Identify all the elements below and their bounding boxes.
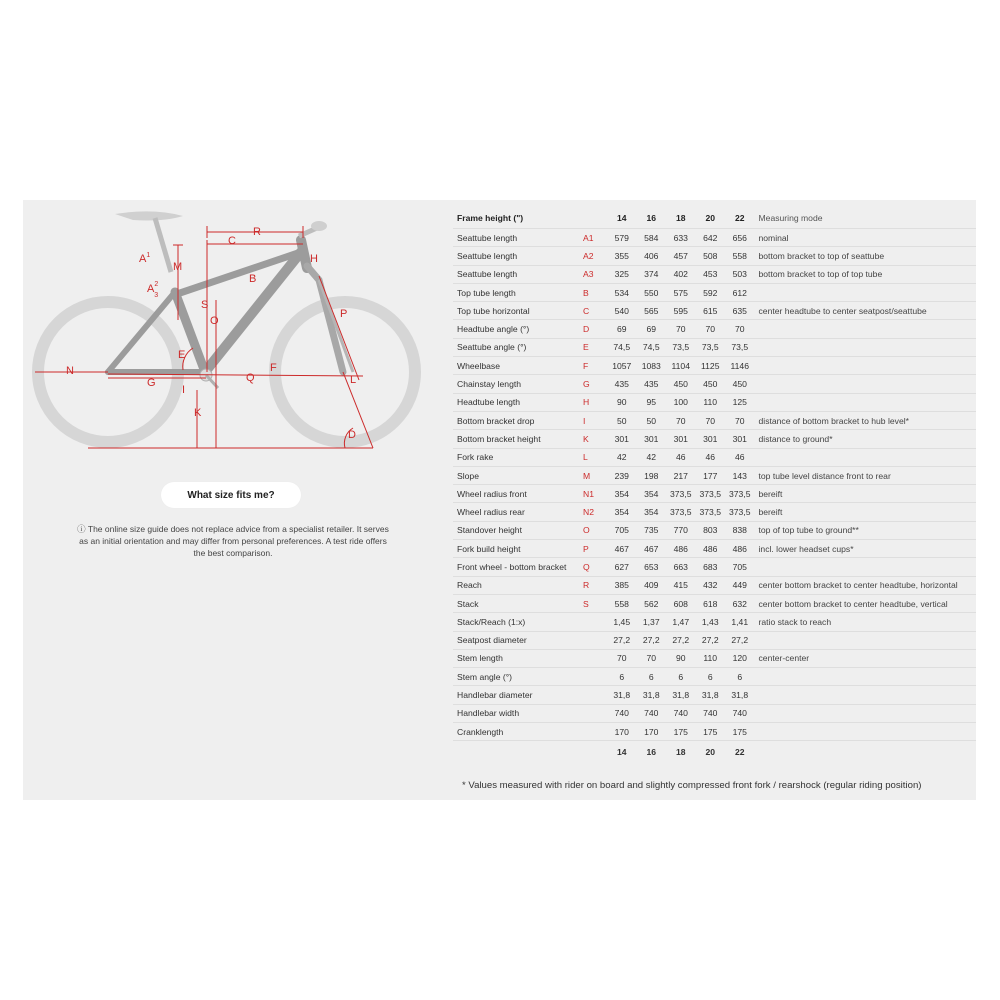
row-value: 175: [725, 723, 755, 741]
row-value: 457: [666, 247, 696, 265]
row-value: 301: [607, 430, 637, 448]
row-code: H: [583, 393, 607, 411]
row-value: 73,5: [725, 338, 755, 356]
row-label: Seattube length: [453, 229, 583, 247]
row-value: 374: [637, 265, 667, 283]
row-value: 354: [607, 503, 637, 521]
row-note: [755, 357, 977, 375]
row-value: 612: [725, 283, 755, 301]
row-code: G: [583, 375, 607, 393]
row-value: 503: [725, 265, 755, 283]
table-row: [453, 668, 976, 686]
row-value: 354: [637, 503, 667, 521]
row-value: 301: [666, 430, 696, 448]
row-value: 373,5: [725, 503, 755, 521]
row-value: 632: [725, 594, 755, 612]
row-note: [755, 558, 977, 576]
row-value: 683: [696, 558, 726, 576]
row-value: 592: [696, 283, 726, 301]
row-value: 486: [696, 540, 726, 558]
table-row: [453, 283, 976, 301]
table-row: [453, 229, 976, 247]
row-code: P: [583, 540, 607, 558]
table-row: [453, 430, 976, 448]
table-row: [453, 649, 976, 667]
table-row: [453, 686, 976, 704]
row-note: center headtube to center seatpost/seattube: [755, 302, 977, 320]
row-value: 42: [637, 448, 667, 466]
table-row: [453, 540, 976, 558]
row-value: 627: [607, 558, 637, 576]
row-note: center bottom bracket to center headtube, vertical: [755, 594, 977, 612]
row-note: incl. lower headset cups*: [755, 540, 977, 558]
row-value: 50: [607, 411, 637, 429]
row-note: center bottom bracket to center headtube, horizontal: [755, 576, 977, 594]
row-label: Headtube angle (°): [453, 320, 583, 338]
row-value: 73,5: [696, 338, 726, 356]
row-value: 74,5: [637, 338, 667, 356]
row-value: 618: [696, 594, 726, 612]
table-row: [453, 375, 976, 393]
row-value: 50: [637, 411, 667, 429]
row-value: 540: [607, 302, 637, 320]
row-value: 46: [666, 448, 696, 466]
size-header: 18: [666, 208, 696, 229]
row-code: R: [583, 576, 607, 594]
row-label: Wheel radius rear: [453, 503, 583, 521]
row-value: 177: [696, 466, 726, 484]
row-value: 90: [607, 393, 637, 411]
row-value: 31,8: [696, 686, 726, 704]
row-label: Handlebar diameter: [453, 686, 583, 704]
row-note: nominal: [755, 229, 977, 247]
row-value: 595: [666, 302, 696, 320]
row-value: 453: [696, 265, 726, 283]
row-value: 355: [607, 247, 637, 265]
row-value: 740: [666, 704, 696, 722]
row-value: 803: [696, 521, 726, 539]
row-label: Wheelbase: [453, 357, 583, 375]
row-note: [755, 320, 977, 338]
row-value: 125: [725, 393, 755, 411]
row-code: N2: [583, 503, 607, 521]
table-row: [453, 320, 976, 338]
size-header: 22: [725, 208, 755, 229]
handlebar: [311, 221, 327, 231]
row-value: 373,5: [666, 485, 696, 503]
label-G: G: [147, 377, 156, 389]
row-value: 373,5: [666, 503, 696, 521]
label-R: R: [253, 226, 261, 238]
row-note: [755, 668, 977, 686]
row-value: 467: [637, 540, 667, 558]
label-N: N: [66, 365, 74, 377]
row-note: [755, 723, 977, 741]
size-footer: 14: [616, 747, 627, 758]
what-size-fits-me-button[interactable]: What size fits me?: [161, 482, 301, 508]
row-value: 406: [637, 247, 667, 265]
row-value: 534: [607, 283, 637, 301]
row-value: 73,5: [666, 338, 696, 356]
row-label: Fork build height: [453, 540, 583, 558]
row-value: 1,45: [607, 613, 637, 631]
row-value: 90: [666, 649, 696, 667]
label-L: L: [350, 374, 357, 386]
row-label: Chainstay length: [453, 375, 583, 393]
row-value: 46: [725, 448, 755, 466]
label-D: D: [348, 429, 356, 441]
row-value: 354: [637, 485, 667, 503]
size-footer: 18: [675, 747, 686, 758]
table-row: [453, 357, 976, 375]
row-note: bereift: [755, 485, 977, 503]
row-note: center-center: [755, 649, 977, 667]
size-footer: 16: [646, 747, 657, 758]
row-label: Handlebar width: [453, 704, 583, 722]
row-value: 656: [725, 229, 755, 247]
label-S: S: [201, 299, 209, 311]
row-value: 705: [607, 521, 637, 539]
row-value: 770: [666, 521, 696, 539]
label-F: F: [270, 362, 277, 374]
row-label: Top tube horizontal: [453, 302, 583, 320]
table-footer-sizes: [453, 741, 976, 764]
row-label: Top tube length: [453, 283, 583, 301]
table-row: [453, 338, 976, 356]
row-value: 6: [607, 668, 637, 686]
row-label: Stack: [453, 594, 583, 612]
row-note: [755, 375, 977, 393]
row-value: 70: [666, 320, 696, 338]
row-value: 1,37: [637, 613, 667, 631]
row-value: 450: [696, 375, 726, 393]
row-note: distance of bottom bracket to hub level*: [755, 411, 977, 429]
row-value: 508: [696, 247, 726, 265]
row-value: 705: [725, 558, 755, 576]
row-value: 70: [637, 649, 667, 667]
table-row: [453, 411, 976, 429]
row-label: Seattube angle (°): [453, 338, 583, 356]
row-value: 633: [666, 229, 696, 247]
label-C: C: [228, 235, 236, 247]
row-note: bottom bracket to top of seattube: [755, 247, 977, 265]
row-value: 740: [725, 704, 755, 722]
row-note: top of top tube to ground**: [755, 521, 977, 539]
row-value: 402: [666, 265, 696, 283]
row-value: 740: [696, 704, 726, 722]
row-value: 565: [637, 302, 667, 320]
row-value: 1057: [607, 357, 637, 375]
row-code: A1: [583, 229, 607, 247]
row-value: 69: [607, 320, 637, 338]
row-value: 70: [725, 320, 755, 338]
row-label: Cranklength: [453, 723, 583, 741]
row-note: [755, 393, 977, 411]
row-value: 642: [696, 229, 726, 247]
row-value: 1125: [696, 357, 726, 375]
table-row: [453, 521, 976, 539]
label-P: P: [340, 308, 348, 320]
row-code: [583, 649, 607, 667]
bike-geometry-diagram: [23, 200, 453, 480]
row-value: 27,2: [637, 631, 667, 649]
table-row: [453, 503, 976, 521]
table-row: [453, 247, 976, 265]
row-value: 198: [637, 466, 667, 484]
row-label: Standover height: [453, 521, 583, 539]
row-code: I: [583, 411, 607, 429]
seatpost: [155, 218, 171, 272]
row-value: 354: [607, 485, 637, 503]
dimension-lines: [35, 226, 373, 448]
row-value: 170: [607, 723, 637, 741]
row-label: Bottom bracket height: [453, 430, 583, 448]
fork: [307, 266, 343, 372]
row-code: L: [583, 448, 607, 466]
table-row: [453, 704, 976, 722]
table-row: [453, 558, 976, 576]
row-value: 70: [666, 411, 696, 429]
row-label: Wheel radius front: [453, 485, 583, 503]
row-value: 70: [696, 320, 726, 338]
row-value: 31,8: [637, 686, 667, 704]
row-code: N1: [583, 485, 607, 503]
row-value: 486: [725, 540, 755, 558]
row-value: 301: [725, 430, 755, 448]
row-value: 143: [725, 466, 755, 484]
row-value: 615: [696, 302, 726, 320]
row-value: 27,2: [725, 631, 755, 649]
row-label: Stem angle (°): [453, 668, 583, 686]
row-value: 46: [696, 448, 726, 466]
table-row: [453, 393, 976, 411]
row-value: 575: [666, 283, 696, 301]
row-value: 100: [666, 393, 696, 411]
footnote: * Values measured with rider on board and slightly compressed front fork / rearshock (regular riding position): [462, 780, 922, 791]
row-value: 1,47: [666, 613, 696, 631]
size-header: 16: [637, 208, 667, 229]
table-row: [453, 448, 976, 466]
row-label: Seattube length: [453, 247, 583, 265]
row-code: K: [583, 430, 607, 448]
label-A1: $A^1$: [139, 252, 151, 265]
size-footer: 22: [734, 747, 745, 758]
row-value: 558: [607, 594, 637, 612]
row-value: 27,2: [666, 631, 696, 649]
row-value: 239: [607, 466, 637, 484]
row-value: 450: [666, 375, 696, 393]
row-value: 415: [666, 576, 696, 594]
table-row: [453, 466, 976, 484]
row-value: 175: [666, 723, 696, 741]
row-value: 217: [666, 466, 696, 484]
label-E: E: [178, 349, 186, 361]
table-row: [453, 594, 976, 612]
size-header: 14: [607, 208, 637, 229]
row-label: Front wheel - bottom bracket: [453, 558, 583, 576]
row-code: Q: [583, 558, 607, 576]
size-header: 20: [696, 208, 726, 229]
row-value: 608: [666, 594, 696, 612]
row-value: 373,5: [725, 485, 755, 503]
row-label: Seatpost diameter: [453, 631, 583, 649]
row-code: F: [583, 357, 607, 375]
row-value: 6: [725, 668, 755, 686]
row-value: 432: [696, 576, 726, 594]
row-label: Stem length: [453, 649, 583, 667]
size-footer: 20: [705, 747, 716, 758]
row-value: 301: [637, 430, 667, 448]
row-value: 1,43: [696, 613, 726, 631]
row-value: 579: [607, 229, 637, 247]
label-O: O: [210, 315, 219, 327]
row-code: E: [583, 338, 607, 356]
row-note: bereift: [755, 503, 977, 521]
row-value: 740: [637, 704, 667, 722]
disclaimer-text: The online size guide does not replace advice from a specialist retailer. It serves as an initial orientation and may differ from personal preferences. A test ride offers the best comparison.: [79, 524, 389, 558]
table-row: [453, 613, 976, 631]
row-value: 6: [666, 668, 696, 686]
row-note: [755, 338, 977, 356]
row-value: 170: [637, 723, 667, 741]
row-label: Seattube length: [453, 265, 583, 283]
row-value: 373,5: [696, 485, 726, 503]
row-value: 6: [637, 668, 667, 686]
row-value: 31,8: [725, 686, 755, 704]
row-label: Slope: [453, 466, 583, 484]
row-value: 70: [725, 411, 755, 429]
row-value: 373,5: [696, 503, 726, 521]
table-row: [453, 576, 976, 594]
row-value: 435: [607, 375, 637, 393]
label-K: K: [194, 407, 202, 419]
row-label: Stack/Reach (1:x): [453, 613, 583, 631]
row-value: 110: [696, 393, 726, 411]
row-value: 663: [666, 558, 696, 576]
row-label: Reach: [453, 576, 583, 594]
row-value: 1,41: [725, 613, 755, 631]
row-value: 110: [696, 649, 726, 667]
row-code: M: [583, 466, 607, 484]
row-value: 95: [637, 393, 667, 411]
row-code: B: [583, 283, 607, 301]
row-value: 735: [637, 521, 667, 539]
row-value: 74,5: [607, 338, 637, 356]
row-value: 70: [607, 649, 637, 667]
row-value: 562: [637, 594, 667, 612]
row-value: 558: [725, 247, 755, 265]
row-code: A3: [583, 265, 607, 283]
row-value: 70: [696, 411, 726, 429]
row-value: 635: [725, 302, 755, 320]
table-row: [453, 302, 976, 320]
row-code: [583, 704, 607, 722]
saddle: [115, 211, 183, 220]
row-note: [755, 686, 977, 704]
row-value: 42: [607, 448, 637, 466]
row-value: 301: [696, 430, 726, 448]
size-guide-disclaimer: [73, 523, 393, 559]
row-value: 584: [637, 229, 667, 247]
row-label: Bottom bracket drop: [453, 411, 583, 429]
label-H: H: [310, 253, 318, 265]
row-value: 120: [725, 649, 755, 667]
row-value: 27,2: [607, 631, 637, 649]
row-code: [583, 613, 607, 631]
row-code: [583, 686, 607, 704]
row-note: bottom bracket to top of top tube: [755, 265, 977, 283]
geometry-panel: [23, 200, 976, 800]
row-value: 325: [607, 265, 637, 283]
row-value: 27,2: [696, 631, 726, 649]
row-note: ratio stack to reach: [755, 613, 977, 631]
row-note: [755, 448, 977, 466]
row-code: O: [583, 521, 607, 539]
label-M: M: [173, 261, 183, 273]
row-value: 1104: [666, 357, 696, 375]
row-value: 467: [607, 540, 637, 558]
info-icon: ⓘ: [77, 524, 86, 534]
row-value: 653: [637, 558, 667, 576]
frame-height-header: Frame height ("): [453, 208, 583, 229]
row-label: Headtube length: [453, 393, 583, 411]
row-value: 435: [637, 375, 667, 393]
row-value: 486: [666, 540, 696, 558]
row-note: top tube level distance front to rear: [755, 466, 977, 484]
row-value: 409: [637, 576, 667, 594]
row-note: distance to ground*: [755, 430, 977, 448]
row-code: [583, 723, 607, 741]
geometry-table: [453, 208, 976, 763]
row-value: 31,8: [666, 686, 696, 704]
row-value: 175: [696, 723, 726, 741]
label-B: B: [249, 273, 257, 285]
row-value: 69: [637, 320, 667, 338]
row-note: [755, 631, 977, 649]
table-header-row: [453, 208, 976, 229]
row-value: 385: [607, 576, 637, 594]
table-row: [453, 631, 976, 649]
row-code: S: [583, 594, 607, 612]
row-code: D: [583, 320, 607, 338]
label-A2-A3: $A^2$ 3: [147, 281, 159, 299]
row-code: [583, 668, 607, 686]
row-note: [755, 704, 977, 722]
row-value: 740: [607, 704, 637, 722]
row-value: 6: [696, 668, 726, 686]
row-value: 450: [725, 375, 755, 393]
row-value: 1083: [637, 357, 667, 375]
row-code: A2: [583, 247, 607, 265]
row-value: 1146: [725, 357, 755, 375]
row-value: 550: [637, 283, 667, 301]
row-value: 31,8: [607, 686, 637, 704]
table-row: [453, 485, 976, 503]
row-code: [583, 631, 607, 649]
row-value: 838: [725, 521, 755, 539]
measuring-mode-header: Measuring mode: [755, 208, 977, 229]
row-value: 449: [725, 576, 755, 594]
row-label: Fork rake: [453, 448, 583, 466]
row-note: [755, 283, 977, 301]
row-code: C: [583, 302, 607, 320]
label-I: I: [182, 384, 186, 396]
label-Q: Q: [246, 372, 255, 384]
table-row: [453, 265, 976, 283]
table-row: [453, 723, 976, 741]
